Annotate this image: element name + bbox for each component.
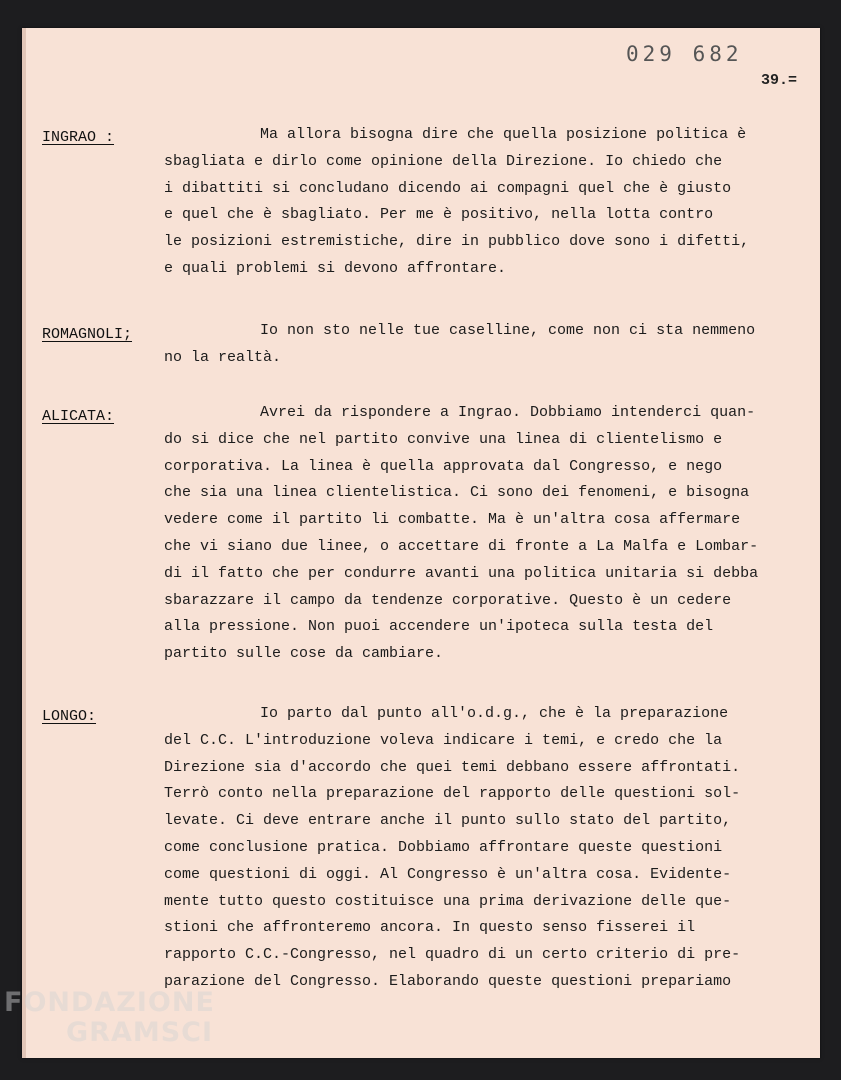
document-page xyxy=(22,28,820,1058)
text-line: come questioni di oggi. Al Congresso è un'altra cosa. Evidente- xyxy=(164,865,732,883)
text-line: sbagliata e dirlo come opinione della Direzione. Io chiedo che xyxy=(164,152,723,170)
text-line: alla pressione. Non puoi accendere un'ipoteca sulla testa del xyxy=(164,618,714,636)
text-line: sbarazzare il campo da tendenze corporative. Questo è un cedere xyxy=(164,591,732,609)
paragraph-longo xyxy=(164,701,740,996)
text-line: le posizioni estremistiche, dire in pubblico dove sono i difetti, xyxy=(164,233,750,251)
text-line: mente tutto questo costituisce una prima derivazione delle que- xyxy=(164,892,732,910)
text-line: stioni che affronteremo ancora. In questo senso fisserei il xyxy=(164,919,696,937)
paragraph-ingrao xyxy=(164,122,749,283)
paragraph-alicata xyxy=(164,400,758,668)
text-line: e quel che è sbagliato. Per me è positivo, nella lotta contro xyxy=(164,206,714,224)
archive-number: 029 682 xyxy=(626,42,743,66)
text-line: come conclusione pratica. Dobbiamo affrontare queste questioni xyxy=(164,838,723,856)
text-line: rapporto C.C.-Congresso, nel quadro di un certo criterio di pre- xyxy=(164,946,741,964)
text-line: i dibattiti si concludano dicendo ai compagni quel che è giusto xyxy=(164,179,732,197)
text-line: Direzione sia d'accordo che quei temi debbano essere affrontati. xyxy=(164,758,741,776)
watermark-line: FONDAZIONE xyxy=(4,987,215,1018)
text-line: Ma allora bisogna dire che quella posizione politica è xyxy=(260,126,747,143)
text-line: no la realtà. xyxy=(164,348,282,366)
speaker-alicata: ALICATA: xyxy=(42,408,115,425)
text-line: di il fatto che per condurre avanti una politica unitaria si debba xyxy=(164,564,759,582)
text-line: che sia una linea clientelistica. Ci sono dei fenomeni, e bisogna xyxy=(164,484,750,502)
text-line: parazione del Congresso. Elaborando queste questioni prepariamo xyxy=(164,972,732,990)
text-line: del C.C. L'introduzione voleva indicare i temi, e credo che la xyxy=(164,731,723,749)
text-line: Avrei da rispondere a Ingrao. Dobbiamo intenderci quan- xyxy=(260,404,756,421)
text-line: do si dice che nel partito convive una linea di clientelismo e xyxy=(164,430,723,448)
text-line: che vi siano due linee, o accettare di fronte a La Malfa e Lombar- xyxy=(164,537,759,555)
text-line: corporativa. La linea è quella approvata dal Congresso, e nego xyxy=(164,457,723,475)
speaker-longo: LONGO: xyxy=(42,708,97,725)
text-line: Io parto dal punto all'o.d.g., che è la preparazione xyxy=(260,705,729,722)
text-line: Terrò conto nella preparazione del rapporto delle questioni sol- xyxy=(164,785,741,803)
text-line: levate. Ci deve entrare anche il punto sullo stato del partito, xyxy=(164,812,732,830)
text-line: partito sulle cose da cambiare. xyxy=(164,645,444,663)
paragraph-romagnoli xyxy=(164,318,755,372)
watermark-line: GRAMSCI xyxy=(66,1017,214,1048)
text-line: Io non sto nelle tue caselline, come non ci sta nemmeno xyxy=(260,322,756,339)
page-number: 39.= xyxy=(761,72,798,89)
text-line: vedere come il partito li combatte. Ma è un'altra cosa affermare xyxy=(164,511,741,529)
text-line: e quali problemi si devono affrontare. xyxy=(164,259,507,277)
speaker-ingrao: INGRAO : xyxy=(42,129,115,146)
speaker-romagnoli: ROMAGNOLI; xyxy=(42,326,133,343)
